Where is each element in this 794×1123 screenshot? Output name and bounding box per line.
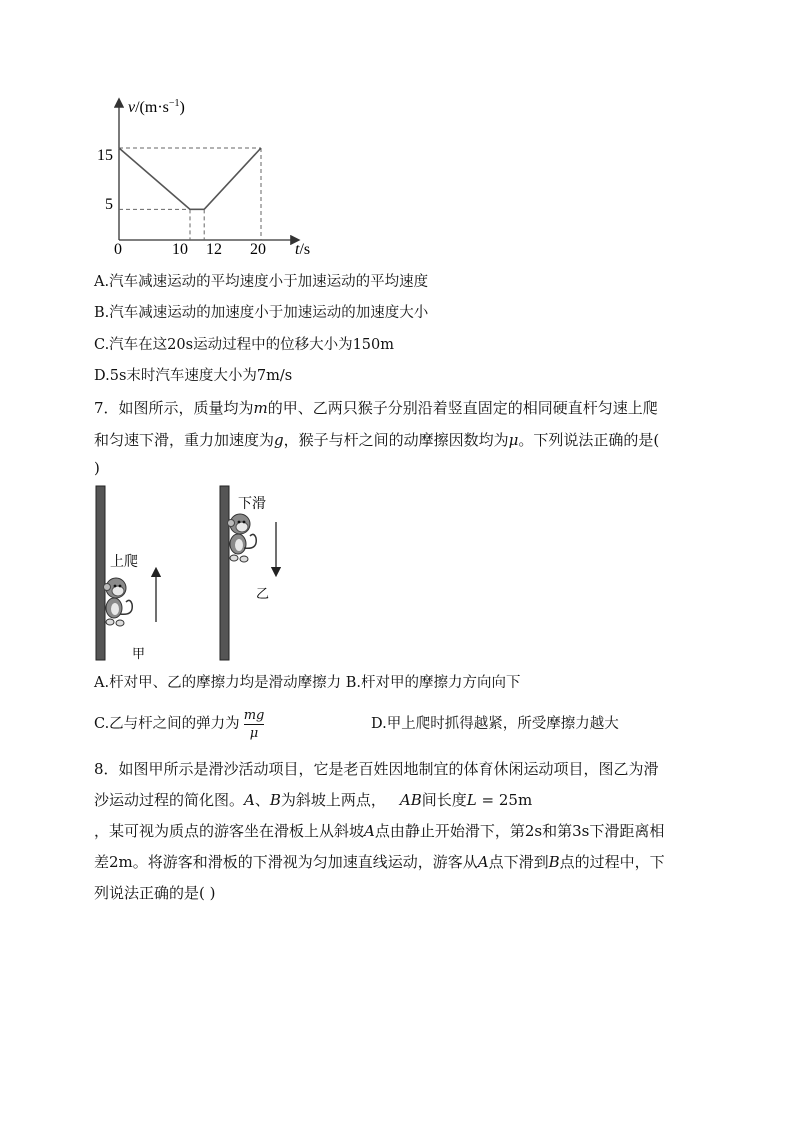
label-yi: 乙 bbox=[256, 586, 270, 601]
q6-option-b: B.汽车减速运动的加速度小于加速运动的加速度大小 bbox=[94, 305, 429, 321]
q7-option-c: C.乙与杆之间的弹力为 $\frac{mg}{\mu}$ bbox=[94, 707, 265, 741]
q8-line-4: 差2m。将游客和滑板的下滑视为匀加速直线运动，游客从A点下滑到B点的过程中，下 bbox=[94, 853, 665, 871]
label-climb: 上爬 bbox=[110, 555, 138, 570]
monkey-jia-illustration bbox=[104, 578, 133, 626]
q7-figure bbox=[90, 484, 310, 664]
x-tick-label: 12 bbox=[206, 241, 222, 258]
x-tick-label: 0 bbox=[114, 241, 122, 258]
pole-jia bbox=[96, 486, 105, 660]
label-slide: 下滑 bbox=[238, 497, 266, 512]
q7-stem-line-2: 和匀速下滑，重力加速度为g，猴子与杆之间的动摩擦因数均为μ。下列说法正确的是( bbox=[94, 431, 660, 449]
x-tick-label: 10 bbox=[172, 241, 188, 258]
q8-line-1: 8．如图甲所示是滑沙活动项目，它是老百姓因地制宜的体育休闲运动项目，图乙为滑 bbox=[94, 760, 659, 778]
q7-stem-line-3: ) bbox=[94, 459, 100, 477]
y-tick-label: 15 bbox=[97, 147, 113, 164]
q6-option-d: D.5s末时汽车速度大小为7m/s bbox=[94, 368, 293, 384]
x-axis-label: t/s bbox=[295, 241, 311, 258]
q7-option-d: D.甲上爬时抓得越紧，所受摩擦力越大 bbox=[371, 716, 619, 732]
q8-line-5: 列说法正确的是( ) bbox=[94, 884, 216, 902]
q8-line-3: ，某可视为质点的游客坐在滑板上从斜坡A点由静止开始滑下，第2s和第3s下滑距离相 bbox=[94, 822, 665, 840]
fraction-mg-over-mu: $\frac{mg}{\mu}$ bbox=[243, 707, 265, 741]
vt-graph bbox=[90, 92, 330, 264]
label-jia: 甲 bbox=[132, 646, 146, 661]
q7-figure-svg bbox=[90, 484, 310, 664]
x-tick-label: 20 bbox=[250, 241, 266, 258]
vt-graph-svg bbox=[90, 92, 330, 264]
q6-option-a: A.汽车减速运动的平均速度小于加速运动的平均速度 bbox=[94, 274, 429, 290]
q7-stem-line-1: 7．如图所示，质量均为m的甲、乙两只猴子分别沿着竖直固定的相同硬直杆匀速上爬 bbox=[94, 399, 658, 417]
q6-option-c: C.汽车在这20s运动过程中的位移大小为150m bbox=[94, 337, 395, 353]
y-tick-label: 5 bbox=[105, 196, 113, 213]
q7-option-ab: A.杆对甲、乙的摩擦力均是滑动摩擦力 B.杆对甲的摩擦力方向向下 bbox=[94, 675, 521, 691]
velocity-segment bbox=[119, 148, 190, 209]
q8-line-2: 沙运动过程的简化图。A、B为斜坡上两点， AB间长度L = 25m bbox=[94, 791, 533, 809]
pole-yi bbox=[220, 486, 229, 660]
y-axis-label: $v/(m\cdot s^{-1})$ bbox=[128, 98, 185, 116]
velocity-segment bbox=[204, 148, 261, 209]
monkey-yi-illustration bbox=[228, 514, 257, 562]
